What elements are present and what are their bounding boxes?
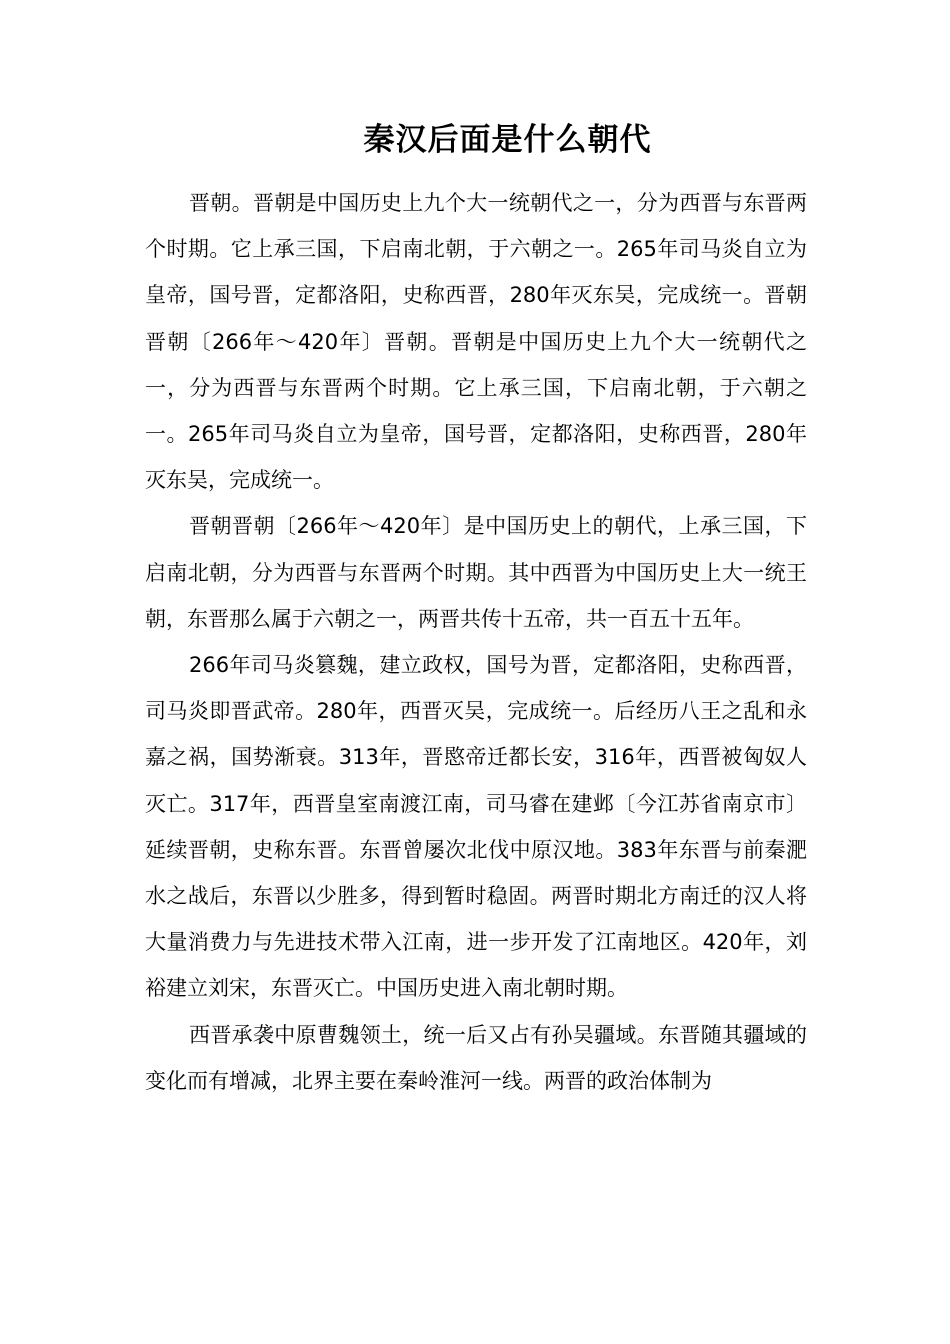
document-title: 秦汉后面是什么朝代 <box>363 122 652 158</box>
paragraph-3: 266年司马炎篡魏，建立政权，国号为晋，定都洛阳，史称西晋，司马炎即晋武帝。280年，西晋灭吴，完成统一。后经历八王之乱和永嘉之祸，国势渐衰。313年，晋愍帝迁都长安，316年，西晋被匈奴人灭亡。317年，西晋皇室南渡江南，司马睿在建邺〔今江苏省南京市〕延续晋朝，史称东晋。东晋曾屡次北伐中原汉地。383年东晋与前秦淝水之战后，东晋以少胜多，得到暂时稳固。两晋时期北方南迁的汉人将大量消费力与先进技术带入江南，进一步开发了江南地区。420年，刘裕建立刘宋，东晋灭亡。中国历史进入南北朝时期。 <box>145 653 807 1001</box>
paragraph-1: 晋朝。晋朝是中国历史上九个大一统朝代之一，分为西晋与东晋两个时期。它上承三国，下启南北朝，于六朝之一。265年司马炎自立为皇帝，国号晋，定都洛阳，史称西晋，280年灭东吴，完成统一。晋朝晋朝〔266年～420年〕晋朝。晋朝是中国历史上九个大一统朝代之一，分为西晋与东晋两个时期。它上承三国，下启南北朝，于六朝之一。265年司马炎自立为皇帝，国号晋，定都洛阳，史称西晋，280年灭东吴，完成统一。 <box>145 191 807 493</box>
document-body <box>145 180 807 1104</box>
paragraph-4: 西晋承袭中原曹魏领土，统一后又占有孙吴疆域。东晋随其疆域的变化而有增减，北界主要在秦岭淮河一线。两晋的政治体制为 <box>145 1022 807 1093</box>
paragraph-2: 晋朝晋朝〔266年～420年〕是中国历史上的朝代，上承三国，下启南北朝，分为西晋与东晋两个时期。其中西晋为中国历史上大一统王朝，东晋那么属于六朝之一，两晋共传十五帝，共一百五十五年。 <box>145 514 807 631</box>
